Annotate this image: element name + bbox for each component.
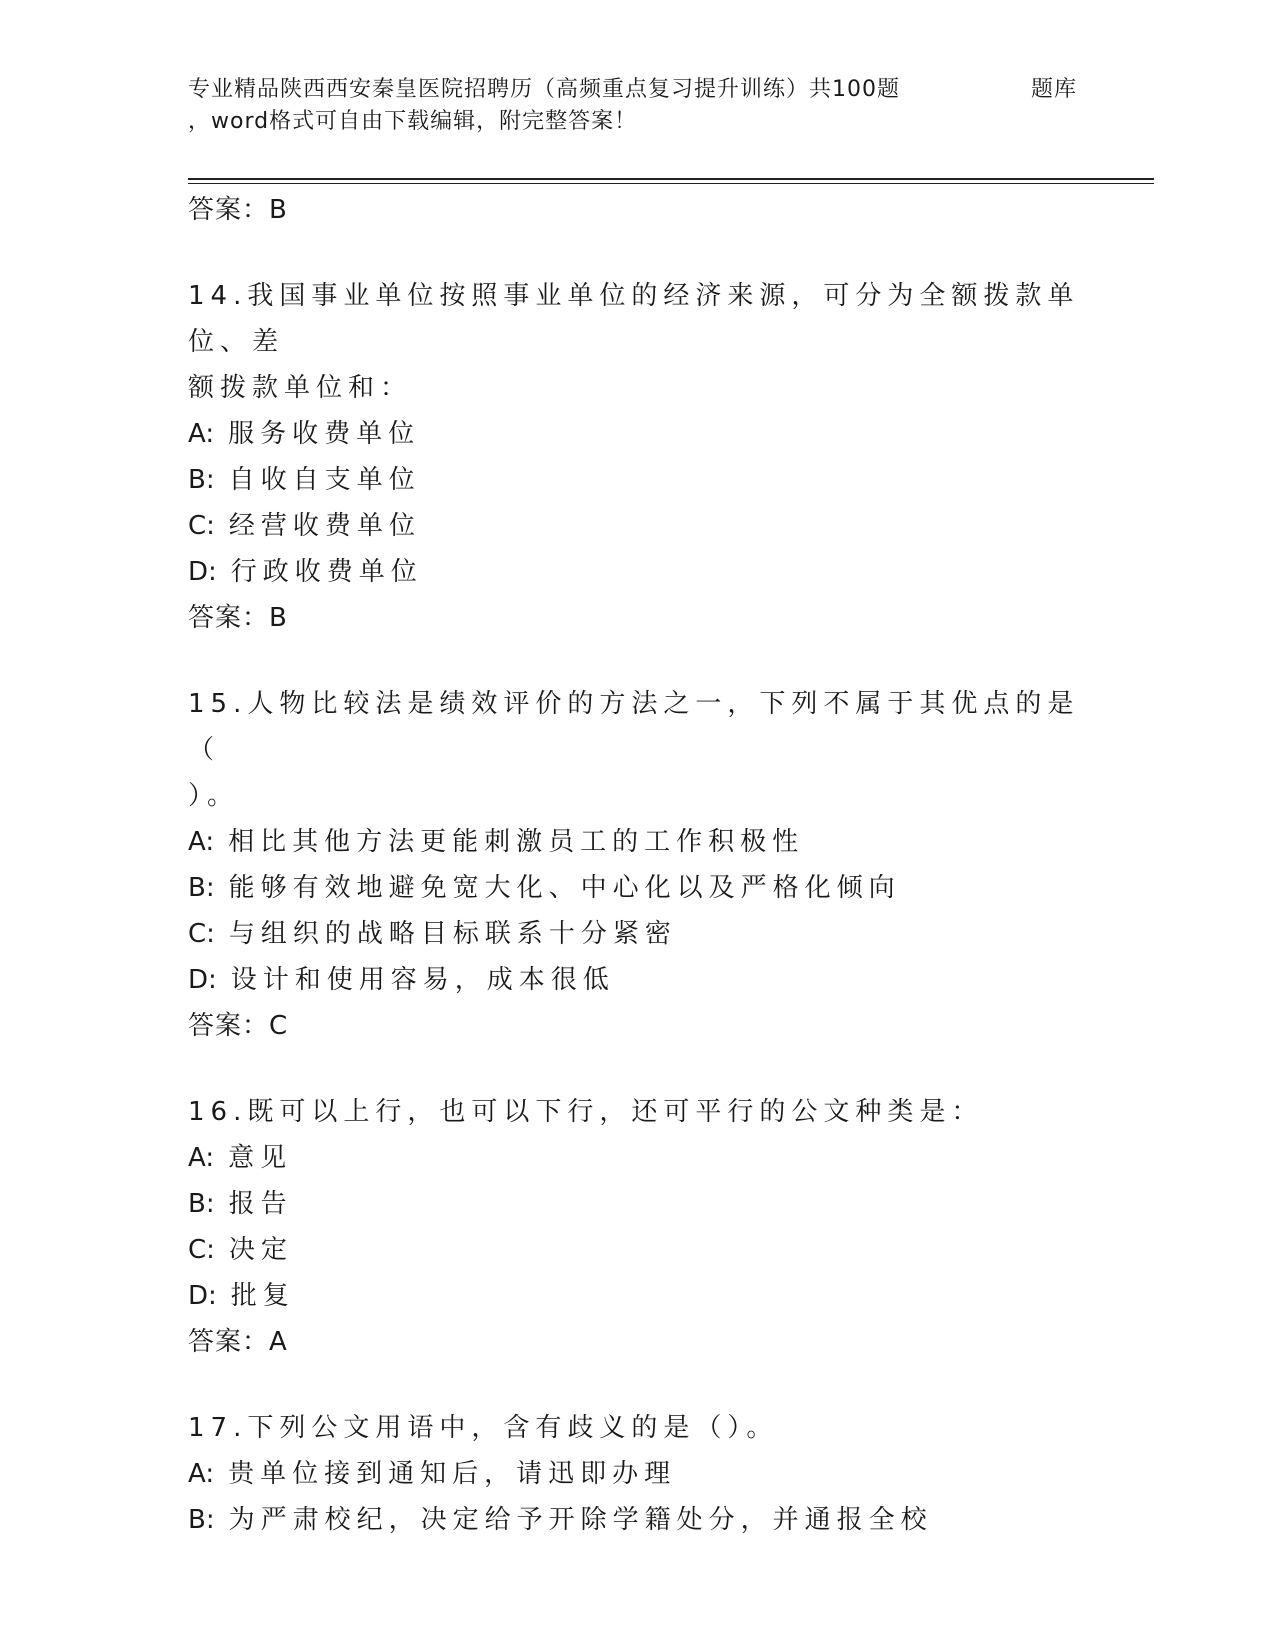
option-text: 自收自支单位 xyxy=(228,465,421,495)
question-item xyxy=(188,1405,1088,1543)
question-item xyxy=(188,273,1088,641)
option-letter: A: xyxy=(188,827,215,857)
answer-option xyxy=(188,1451,1088,1497)
header-tag: 题库 xyxy=(1031,77,1078,102)
header-line-2: ，word格式可自由下载编辑，附完整答案！ xyxy=(188,109,638,134)
option-text: 为严肃校纪，决定给予开除学籍处分，并通报全校 xyxy=(228,1505,933,1535)
option-letter: B: xyxy=(188,1189,215,1219)
question-stem: 14.我国事业单位按照事业单位的经济来源，可分为全额拨款单位、差 xyxy=(188,281,1080,357)
header-divider-thick xyxy=(188,178,1154,180)
option-text: 报告 xyxy=(228,1189,293,1219)
option-letter: B: xyxy=(188,465,215,495)
option-text: 意见 xyxy=(228,1143,293,1173)
answer-option xyxy=(188,1135,1088,1181)
answer-option xyxy=(188,1273,1088,1319)
option-letter: B: xyxy=(188,873,215,903)
option-text: 设计和使用容易，成本很低 xyxy=(230,965,615,995)
header-divider-thin xyxy=(188,183,1154,184)
option-letter: C: xyxy=(188,511,215,541)
option-letter: D: xyxy=(188,1281,217,1311)
option-letter: A: xyxy=(188,419,215,449)
option-text: 能够有效地避免宽大化、中心化以及严格化倾向 xyxy=(228,873,901,903)
option-text: 与组织的战略目标联系十分紧密 xyxy=(228,919,677,949)
option-letter: D: xyxy=(188,965,217,995)
question-stem: 15.人物比较法是绩效评价的方法之一，下列不属于其优点的是（ xyxy=(188,689,1080,765)
answer-option xyxy=(188,957,1088,1003)
answer-key: 答案：A xyxy=(188,1327,288,1357)
page-header xyxy=(188,74,1088,138)
answer-option xyxy=(188,865,1088,911)
option-text: 行政收费单位 xyxy=(230,557,423,587)
option-text: 相比其他方法更能刺激员工的工作积极性 xyxy=(228,827,805,857)
previous-answer: 答案：B xyxy=(188,195,288,225)
question-item xyxy=(188,681,1088,1049)
answer-option xyxy=(188,1497,1088,1543)
answer-key: 答案：B xyxy=(188,603,288,633)
answer-key: 答案：C xyxy=(188,1011,289,1041)
answer-option xyxy=(188,819,1088,865)
answer-option xyxy=(188,503,1088,549)
option-text: 经营收费单位 xyxy=(228,511,421,541)
question-stem: 17.下列公文用语中，含有歧义的是（）。 xyxy=(188,1413,779,1443)
option-text: 决定 xyxy=(228,1235,293,1265)
answer-option xyxy=(188,1227,1088,1273)
option-text: 服务收费单位 xyxy=(228,419,421,449)
option-letter: A: xyxy=(188,1143,215,1173)
header-title: 专业精品陕西西安秦皇医院招聘历（高频重点复习提升训练）共100题 xyxy=(188,77,900,102)
answer-option xyxy=(188,411,1088,457)
answer-option xyxy=(188,1181,1088,1227)
answer-option xyxy=(188,457,1088,503)
questions-container xyxy=(188,273,1088,1543)
option-letter: C: xyxy=(188,1235,215,1265)
header-line-1 xyxy=(188,74,1088,106)
answer-option xyxy=(188,549,1088,595)
question-stem: 16.既可以上行，也可以下行，还可平行的公文种类是： xyxy=(188,1097,984,1127)
question-stem: 额拨款单位和： xyxy=(188,373,413,403)
question-stem: ）。 xyxy=(188,781,240,811)
option-text: 贵单位接到通知后，请迅即办理 xyxy=(228,1459,677,1489)
option-letter: C: xyxy=(188,919,215,949)
option-text: 批复 xyxy=(230,1281,295,1311)
question-list xyxy=(188,187,1088,1543)
question-item xyxy=(188,1089,1088,1365)
option-letter: B: xyxy=(188,1505,215,1535)
option-letter: A: xyxy=(188,1459,215,1489)
answer-option xyxy=(188,911,1088,957)
option-letter: D: xyxy=(188,557,217,587)
